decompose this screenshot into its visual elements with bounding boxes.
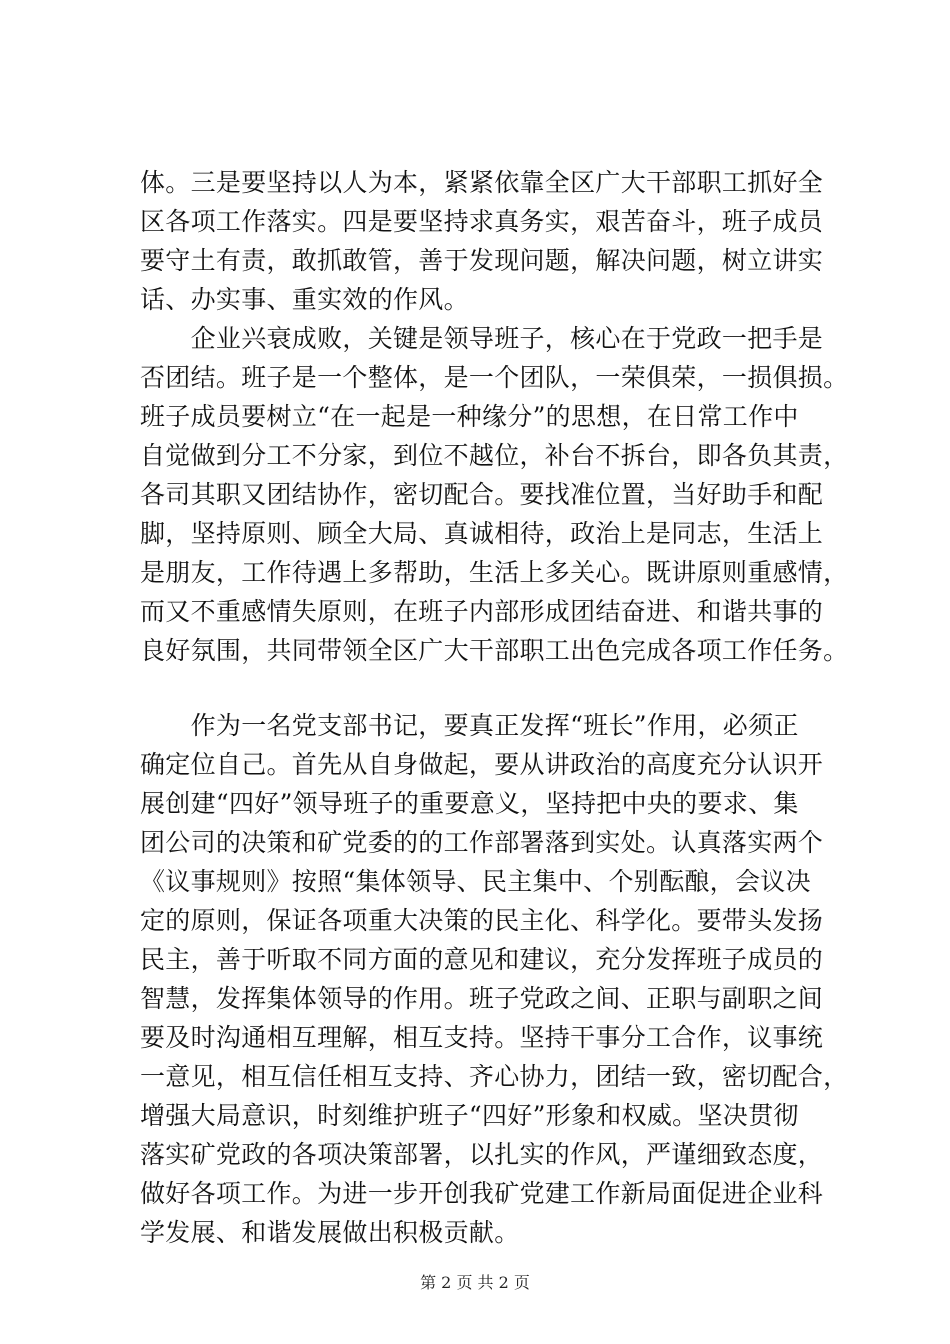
text-line: 团公司的决策和矿党委的的工作部署落到实处。认真落实两个 [140,828,824,857]
text-line: 脚，坚持原则、顾全大局、真诚相待，政治上是同志，生活上 [140,519,824,548]
text-line: 体。三是要坚持以人为本，紧紧依靠全区广大干部职工抓好全 [140,168,824,197]
text-line: 企业兴衰成败，关键是领导班子，核心在于党政一把手是 [140,324,824,353]
text-line: 展创建“四好”领导班子的重要意义，坚持把中央的要求、集 [140,789,799,818]
text-line: 学发展、和谐发展做出积极贡献。 [140,1218,520,1247]
text-line: 要守土有责，敢抓敢管，善于发现问题，解决问题，树立讲实 [140,246,824,275]
text-line: 智慧，发挥集体领导的作用。班子党政之间、正职与副职之间 [140,984,824,1013]
text-line: 是朋友，工作待遇上多帮助，生活上多关心。既讲原则重感情， [140,558,849,587]
page-number: 第 2 页 共 2 页 [420,1273,530,1292]
text-line: 自觉做到分工不分家，到位不越位，补台不拆台，即各负其责， [140,441,849,470]
text-line: 增强大局意识，时刻维护班子“四好”形象和权威。坚决贯彻 [140,1101,799,1130]
text-line: 各司其职又团结协作，密切配合。要找准位置，当好助手和配 [140,480,824,509]
text-line: 《议事规则》按照“集体领导、民主集中、个别酝酿，会议决 [140,867,811,896]
text-line: 做好各项工作。为进一步开创我矿党建工作新局面促进企业科 [140,1179,824,1208]
text-line: 一意见，相互信任相互支持、齐心协力，团结一致，密切配合， [140,1062,849,1091]
text-line: 确定位自己。首先从自身做起，要从讲政治的高度充分认识开 [140,750,824,779]
paragraph-1 [140,163,834,319]
text-line: 区各项工作落实。四是要坚持求真务实，艰苦奋斗，班子成员 [140,207,824,236]
text-line: 定的原则，保证各项重大决策的民主化、科学化。要带头发扬 [140,906,824,935]
page-footer [0,1273,950,1293]
text-line: 班子成员要树立“在一起是一种缘分”的思想，在日常工作中 [140,402,799,431]
paragraph-2 [140,319,849,670]
text-line: 话、办实事、重实效的作风。 [140,285,469,314]
text-line: 落实矿党政的各项决策部署，以扎实的作风，严谨细致态度， [140,1140,824,1169]
text-line: 民主，善于听取不同方面的意见和建议，充分发挥班子成员的 [140,945,824,974]
paragraph-3 [140,706,849,1252]
text-line: 而又不重感情失原则，在班子内部形成团结奋进、和谐共事的 [140,597,824,626]
text-line: 要及时沟通相互理解，相互支持。坚持干事分工合作，议事统 [140,1023,824,1052]
text-line: 否团结。班子是一个整体，是一个团队，一荣俱荣，一损俱损。 [140,363,849,392]
text-line: 作为一名党支部书记，要真正发挥“班长”作用，必须正 [140,711,799,740]
text-line: 良好氛围，共同带领全区广大干部职工出色完成各项工作任务。 [140,636,849,665]
document-body [140,163,849,1252]
paragraph-gap [140,670,834,706]
